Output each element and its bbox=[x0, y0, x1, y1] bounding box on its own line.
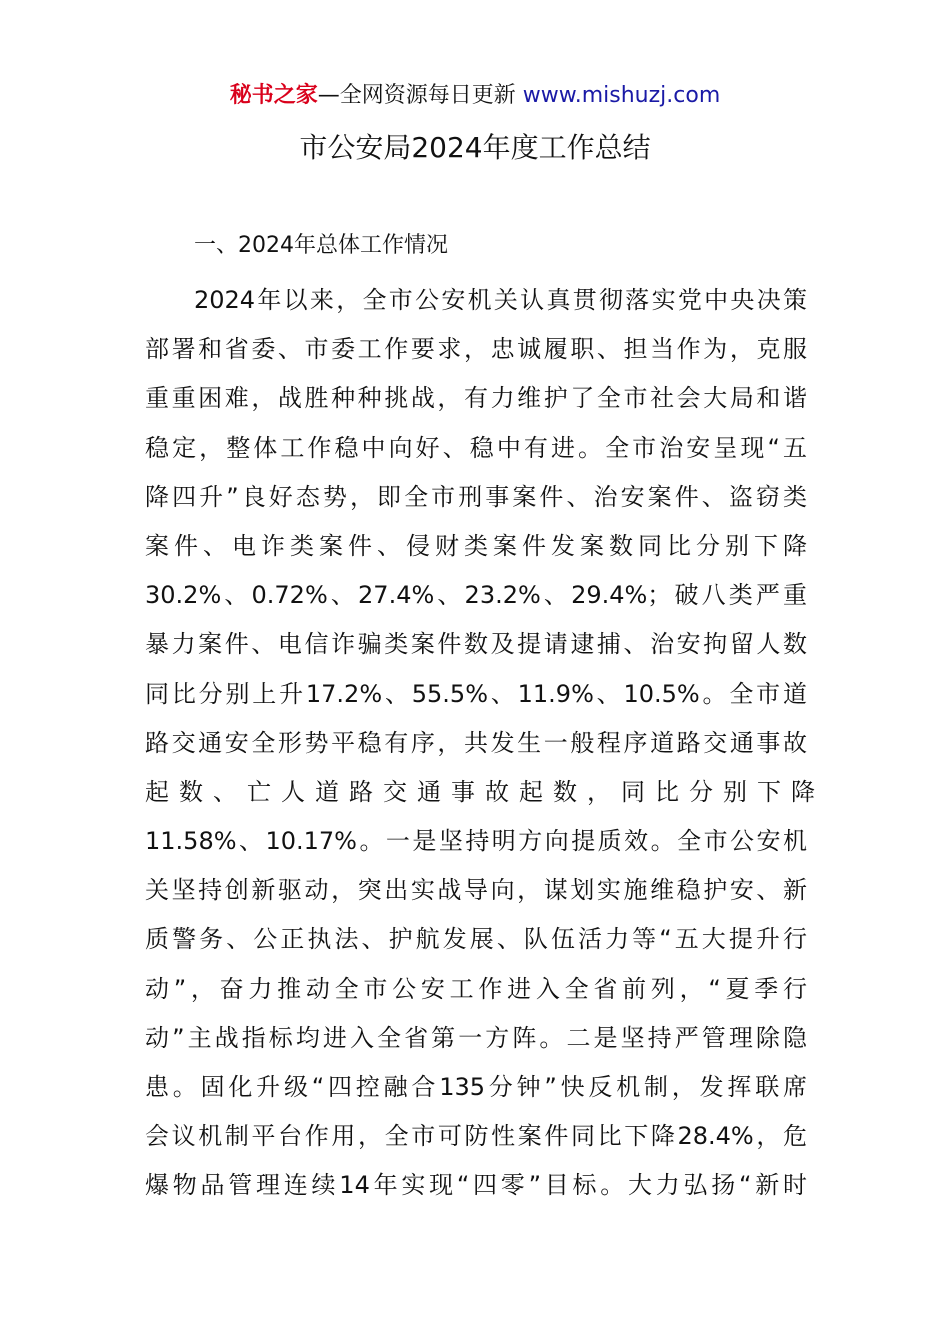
site-url-link[interactable]: www.mishuzj.com bbox=[522, 83, 721, 108]
paragraph-line: 2024年以来，全市公安机关认真贯彻落实党中央决策 bbox=[194, 286, 807, 314]
site-tagline: —全网资源每日更新 bbox=[317, 83, 523, 108]
site-brand: 秘书之家 bbox=[229, 83, 318, 108]
paragraph-line: 暴力案件、电信诈骗类案件数及提请逮捕、治安拘留人数 bbox=[145, 630, 807, 659]
paragraph-line: 降四升”良好态势，即全市刑事案件、治安案件、盗窃类 bbox=[145, 482, 807, 511]
paragraph-line: 动”主战指标均进入全省第一方阵。二是坚持严管理除隐 bbox=[145, 1023, 807, 1052]
paragraph-line: 稳定，整体工作稳中向好、稳中有进。全市治安呈现“五 bbox=[145, 433, 807, 462]
paragraph-line: 同比分别上升17.2%、55.5%、11.9%、10.5%。全市道 bbox=[145, 679, 807, 708]
body-paragraph bbox=[145, 276, 825, 1211]
paragraph-line: 起数、亡人道路交通事故起数，同比分别下降 bbox=[145, 777, 825, 806]
section-heading: 一、2024年总体工作情况 bbox=[194, 233, 448, 258]
paragraph-line: 重重困难，战胜种种挑战，有力维护了全市社会大局和谐 bbox=[145, 384, 807, 413]
paragraph-line: 案件、电诈类案件、侵财类案件发案数同比分别下降 bbox=[145, 531, 807, 560]
paragraph-line: 爆物品管理连续14年实现“四零”目标。大力弘扬“新时 bbox=[145, 1171, 807, 1200]
paragraph-line: 患。固化升级“四控融合135分钟”快反机制，发挥联席 bbox=[145, 1073, 807, 1101]
paragraph-line: 会议机制平台作用，全市可防性案件同比下降28.4%，危 bbox=[145, 1122, 807, 1151]
paragraph-line: 关坚持创新驱动，突出实战导向，谋划实施维稳护安、新 bbox=[145, 876, 807, 905]
paragraph-line: 11.58%、10.17%。一是坚持明方向提质效。全市公安机 bbox=[145, 827, 807, 856]
document-title: 市公安局2024年度工作总结 bbox=[299, 131, 651, 164]
paragraph-line: 质警务、公正执法、护航发展、队伍活力等“五大提升行 bbox=[145, 925, 807, 954]
paragraph-line: 动”，奋力推动全市公安工作进入全省前列，“夏季行 bbox=[145, 974, 807, 1003]
paragraph-line: 部署和省委、市委工作要求，忠诚履职、担当作为，克服 bbox=[145, 335, 807, 364]
site-header bbox=[0, 80, 950, 112]
paragraph-line: 路交通安全形势平稳有序，共发生一般程序道路交通事故 bbox=[145, 728, 807, 757]
paragraph-line: 30.2%、0.72%、27.4%、23.2%、29.4%；破八类严重 bbox=[145, 581, 807, 610]
